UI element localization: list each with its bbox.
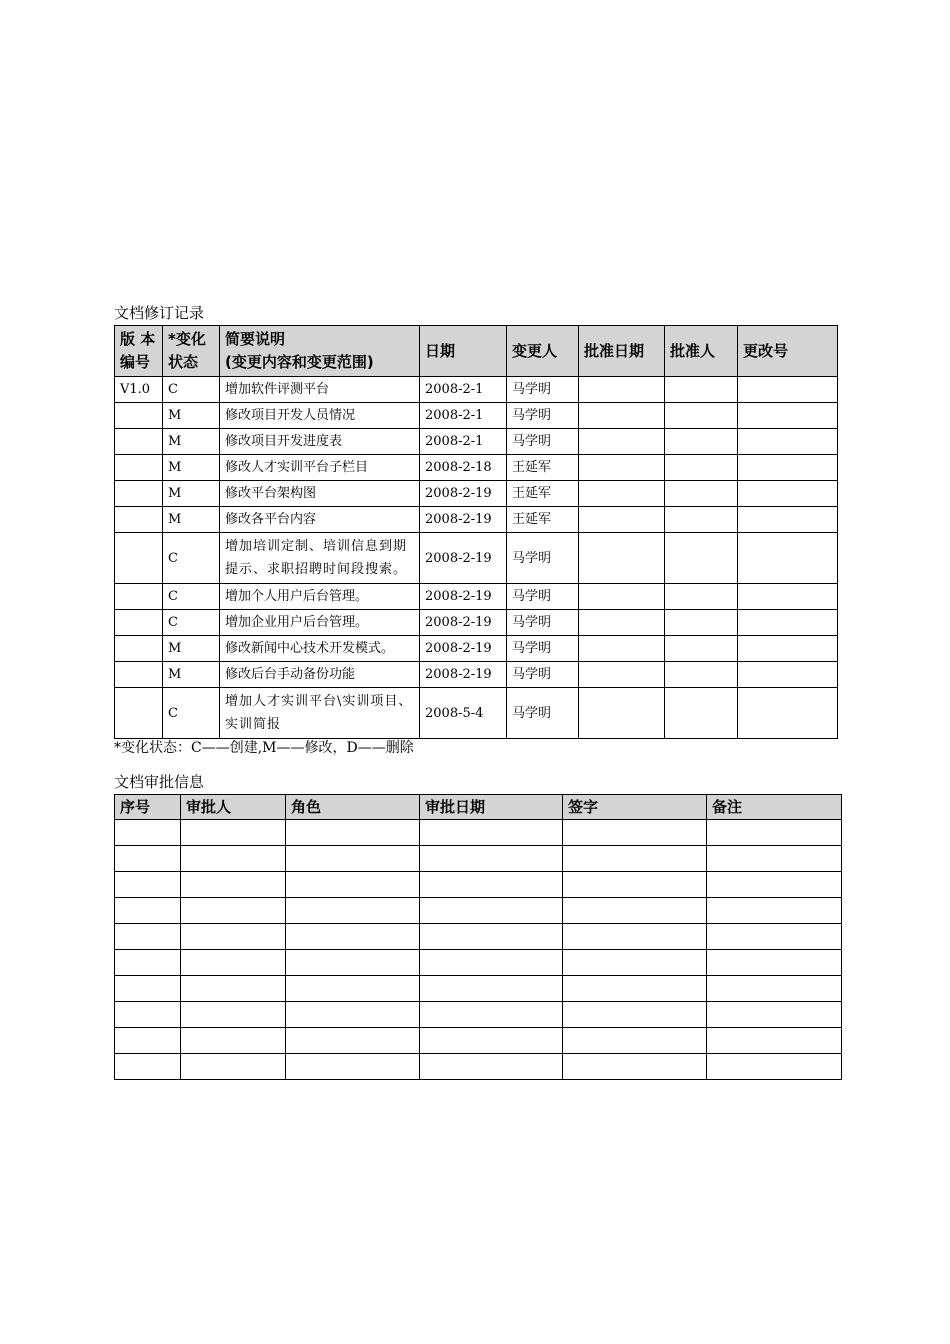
approval-cell [115,976,181,1002]
status-legend: *变化状态：C——创建,M——修改，D——删除 [114,740,414,756]
revision-header-row [115,326,838,377]
approval-cell [181,1054,286,1080]
revision-cell-changer: 马学明 [507,584,579,610]
approval-cell [286,1002,420,1028]
revision-cell-approve-date [579,455,665,481]
revision-cell-status: M [163,481,220,507]
header-approver: 批准人 [665,326,738,377]
revision-cell-status: C [163,377,220,403]
approval-row [115,846,842,872]
approval-cell [181,820,286,846]
approval-row [115,950,842,976]
revision-cell-approver [665,636,738,662]
revision-cell-approve-date [579,636,665,662]
revision-cell-status: M [163,636,220,662]
approval-cell [115,846,181,872]
approval-header-cell: 角色 [286,795,420,820]
approval-cell [707,872,842,898]
revision-cell-status: C [163,584,220,610]
revision-cell-approver [665,584,738,610]
revision-cell-version [115,455,163,481]
revision-cell-approve-date [579,688,665,739]
approval-cell [115,950,181,976]
approval-row [115,1028,842,1054]
approval-cell [563,976,707,1002]
revision-row [115,662,838,688]
revision-cell-desc: 修改人才实训平台子栏目 [220,455,420,481]
revision-cell-approve-date [579,507,665,533]
approval-cell [563,1054,707,1080]
revision-table [114,325,838,739]
revision-cell-date: 2008-2-1 [420,403,507,429]
approval-row [115,872,842,898]
revision-row [115,688,838,739]
revision-row [115,533,838,584]
revision-cell-change-no [738,584,838,610]
revision-cell-approver [665,403,738,429]
revision-cell-desc: 增加软件评测平台 [220,377,420,403]
revision-cell-version [115,533,163,584]
header-version: 版 本 编号 [115,326,163,377]
revision-cell-desc: 修改各平台内容 [220,507,420,533]
revision-cell-approve-date [579,533,665,584]
revision-cell-version [115,584,163,610]
approval-cell [563,950,707,976]
revision-cell-change-no [738,636,838,662]
revision-cell-change-no [738,429,838,455]
revision-cell-changer: 马学明 [507,662,579,688]
revision-cell-desc: 增加个人用户后台管理。 [220,584,420,610]
revision-cell-approve-date [579,610,665,636]
revision-cell-change-no [738,507,838,533]
approval-row [115,898,842,924]
approval-cell [563,872,707,898]
approval-cell [563,1002,707,1028]
header-change-no: 更改号 [738,326,838,377]
revision-row [115,584,838,610]
revision-cell-approver [665,429,738,455]
revision-cell-changer: 马学明 [507,377,579,403]
revision-cell-version [115,481,163,507]
approval-cell [286,820,420,846]
approval-cell [181,872,286,898]
revision-cell-desc: 增加培训定制、培训信息到期提示、求职招聘时间段搜索。 [220,533,420,584]
revision-cell-approve-date [579,429,665,455]
revision-cell-approver [665,481,738,507]
revision-cell-changer: 马学明 [507,636,579,662]
header-status: *变化 状态 [163,326,220,377]
approval-row [115,1054,842,1080]
revision-cell-status: M [163,662,220,688]
header-date: 日期 [420,326,507,377]
revision-cell-status: M [163,429,220,455]
approval-cell [420,950,563,976]
approval-cell [420,1054,563,1080]
approval-header-cell: 签字 [563,795,707,820]
revision-cell-approver [665,533,738,584]
revision-row [115,636,838,662]
revision-cell-approve-date [579,481,665,507]
approval-cell [420,976,563,1002]
approval-cell [420,820,563,846]
approval-cell [181,1002,286,1028]
revision-cell-changer: 马学明 [507,429,579,455]
approval-cell [286,1028,420,1054]
revision-cell-desc: 增加人才实训平台\实训项目、实训简报 [220,688,420,739]
revision-cell-approver [665,662,738,688]
approval-row [115,976,842,1002]
revision-cell-change-no [738,662,838,688]
revision-cell-date: 2008-2-1 [420,377,507,403]
approval-title: 文档审批信息 [114,773,205,791]
approval-cell [563,846,707,872]
revision-cell-change-no [738,403,838,429]
approval-cell [115,1054,181,1080]
approval-cell [420,924,563,950]
approval-cell [563,898,707,924]
approval-cell [115,898,181,924]
revision-cell-date: 2008-2-19 [420,533,507,584]
approval-cell [707,950,842,976]
approval-cell [707,846,842,872]
revision-cell-date: 2008-2-19 [420,662,507,688]
header-approve-date: 批准日期 [579,326,665,377]
revision-cell-date: 2008-5-4 [420,688,507,739]
revision-cell-changer: 王延军 [507,455,579,481]
revision-cell-change-no [738,455,838,481]
approval-cell [707,898,842,924]
approval-cell [420,898,563,924]
approval-cell [707,1002,842,1028]
revision-row [115,377,838,403]
approval-header-cell: 序号 [115,795,181,820]
revision-cell-date: 2008-2-18 [420,455,507,481]
revision-cell-approver [665,688,738,739]
approval-cell [181,1028,286,1054]
approval-cell [707,924,842,950]
revision-cell-date: 2008-2-19 [420,636,507,662]
revision-cell-changer: 马学明 [507,688,579,739]
approval-header-row [115,795,842,820]
revision-cell-desc: 修改后台手动备份功能 [220,662,420,688]
revision-cell-change-no [738,377,838,403]
approval-cell [563,820,707,846]
revision-cell-version [115,688,163,739]
revision-cell-changer: 马学明 [507,533,579,584]
approval-cell [181,898,286,924]
revision-cell-status: M [163,403,220,429]
revision-row [115,481,838,507]
revision-cell-approve-date [579,584,665,610]
revision-cell-approver [665,377,738,403]
revision-cell-status: M [163,455,220,481]
approval-cell [115,820,181,846]
approval-cell [286,1054,420,1080]
approval-cell [420,872,563,898]
revision-cell-status: C [163,688,220,739]
revision-cell-approver [665,610,738,636]
revision-cell-desc: 修改新闻中心技术开发模式。 [220,636,420,662]
approval-header-cell: 审批日期 [420,795,563,820]
revision-cell-status: C [163,533,220,584]
revision-cell-desc: 修改平台架构图 [220,481,420,507]
revision-cell-date: 2008-2-19 [420,610,507,636]
revision-cell-version [115,610,163,636]
approval-header-cell: 备注 [707,795,842,820]
revision-cell-approve-date [579,377,665,403]
approval-cell [286,872,420,898]
approval-cell [181,976,286,1002]
approval-table [114,794,842,1080]
revision-row [115,429,838,455]
revision-title: 文档修订记录 [114,304,205,322]
approval-cell [181,924,286,950]
header-description: 简要说明 (变更内容和变更范围) [220,326,420,377]
revision-cell-date: 2008-2-19 [420,584,507,610]
revision-cell-change-no [738,481,838,507]
approval-cell [115,872,181,898]
approval-cell [286,924,420,950]
approval-cell [286,846,420,872]
approval-row [115,820,842,846]
revision-cell-changer: 马学明 [507,403,579,429]
approval-cell [115,1002,181,1028]
revision-cell-version [115,662,163,688]
approval-cell [286,976,420,1002]
revision-cell-change-no [738,533,838,584]
revision-cell-desc: 增加企业用户后台管理。 [220,610,420,636]
revision-cell-version [115,429,163,455]
approval-cell [181,950,286,976]
revision-cell-approver [665,507,738,533]
approval-cell [563,1028,707,1054]
revision-cell-approve-date [579,403,665,429]
revision-cell-approve-date [579,662,665,688]
approval-cell [420,1028,563,1054]
approval-cell [707,1028,842,1054]
revision-cell-desc: 修改项目开发人员情况 [220,403,420,429]
approval-cell [420,1002,563,1028]
header-changer: 变更人 [507,326,579,377]
revision-cell-date: 2008-2-1 [420,429,507,455]
revision-cell-approver [665,455,738,481]
approval-row [115,1002,842,1028]
revision-cell-changer: 王延军 [507,507,579,533]
approval-cell [286,950,420,976]
approval-row [115,924,842,950]
approval-cell [286,898,420,924]
approval-cell [181,846,286,872]
revision-cell-date: 2008-2-19 [420,481,507,507]
approval-cell [707,1054,842,1080]
revision-cell-change-no [738,688,838,739]
approval-cell [707,976,842,1002]
approval-cell [420,846,563,872]
revision-row [115,455,838,481]
approval-cell [707,820,842,846]
approval-cell [115,924,181,950]
revision-row [115,610,838,636]
revision-row [115,403,838,429]
revision-cell-changer: 王延军 [507,481,579,507]
approval-cell [115,1028,181,1054]
revision-cell-version [115,636,163,662]
revision-cell-desc: 修改项目开发进度表 [220,429,420,455]
revision-cell-change-no [738,610,838,636]
revision-cell-changer: 马学明 [507,610,579,636]
revision-cell-status: C [163,610,220,636]
revision-cell-version [115,507,163,533]
revision-cell-date: 2008-2-19 [420,507,507,533]
revision-cell-status: M [163,507,220,533]
revision-cell-version [115,403,163,429]
revision-cell-version: V1.0 [115,377,163,403]
approval-header-cell: 审批人 [181,795,286,820]
revision-row [115,507,838,533]
approval-cell [563,924,707,950]
